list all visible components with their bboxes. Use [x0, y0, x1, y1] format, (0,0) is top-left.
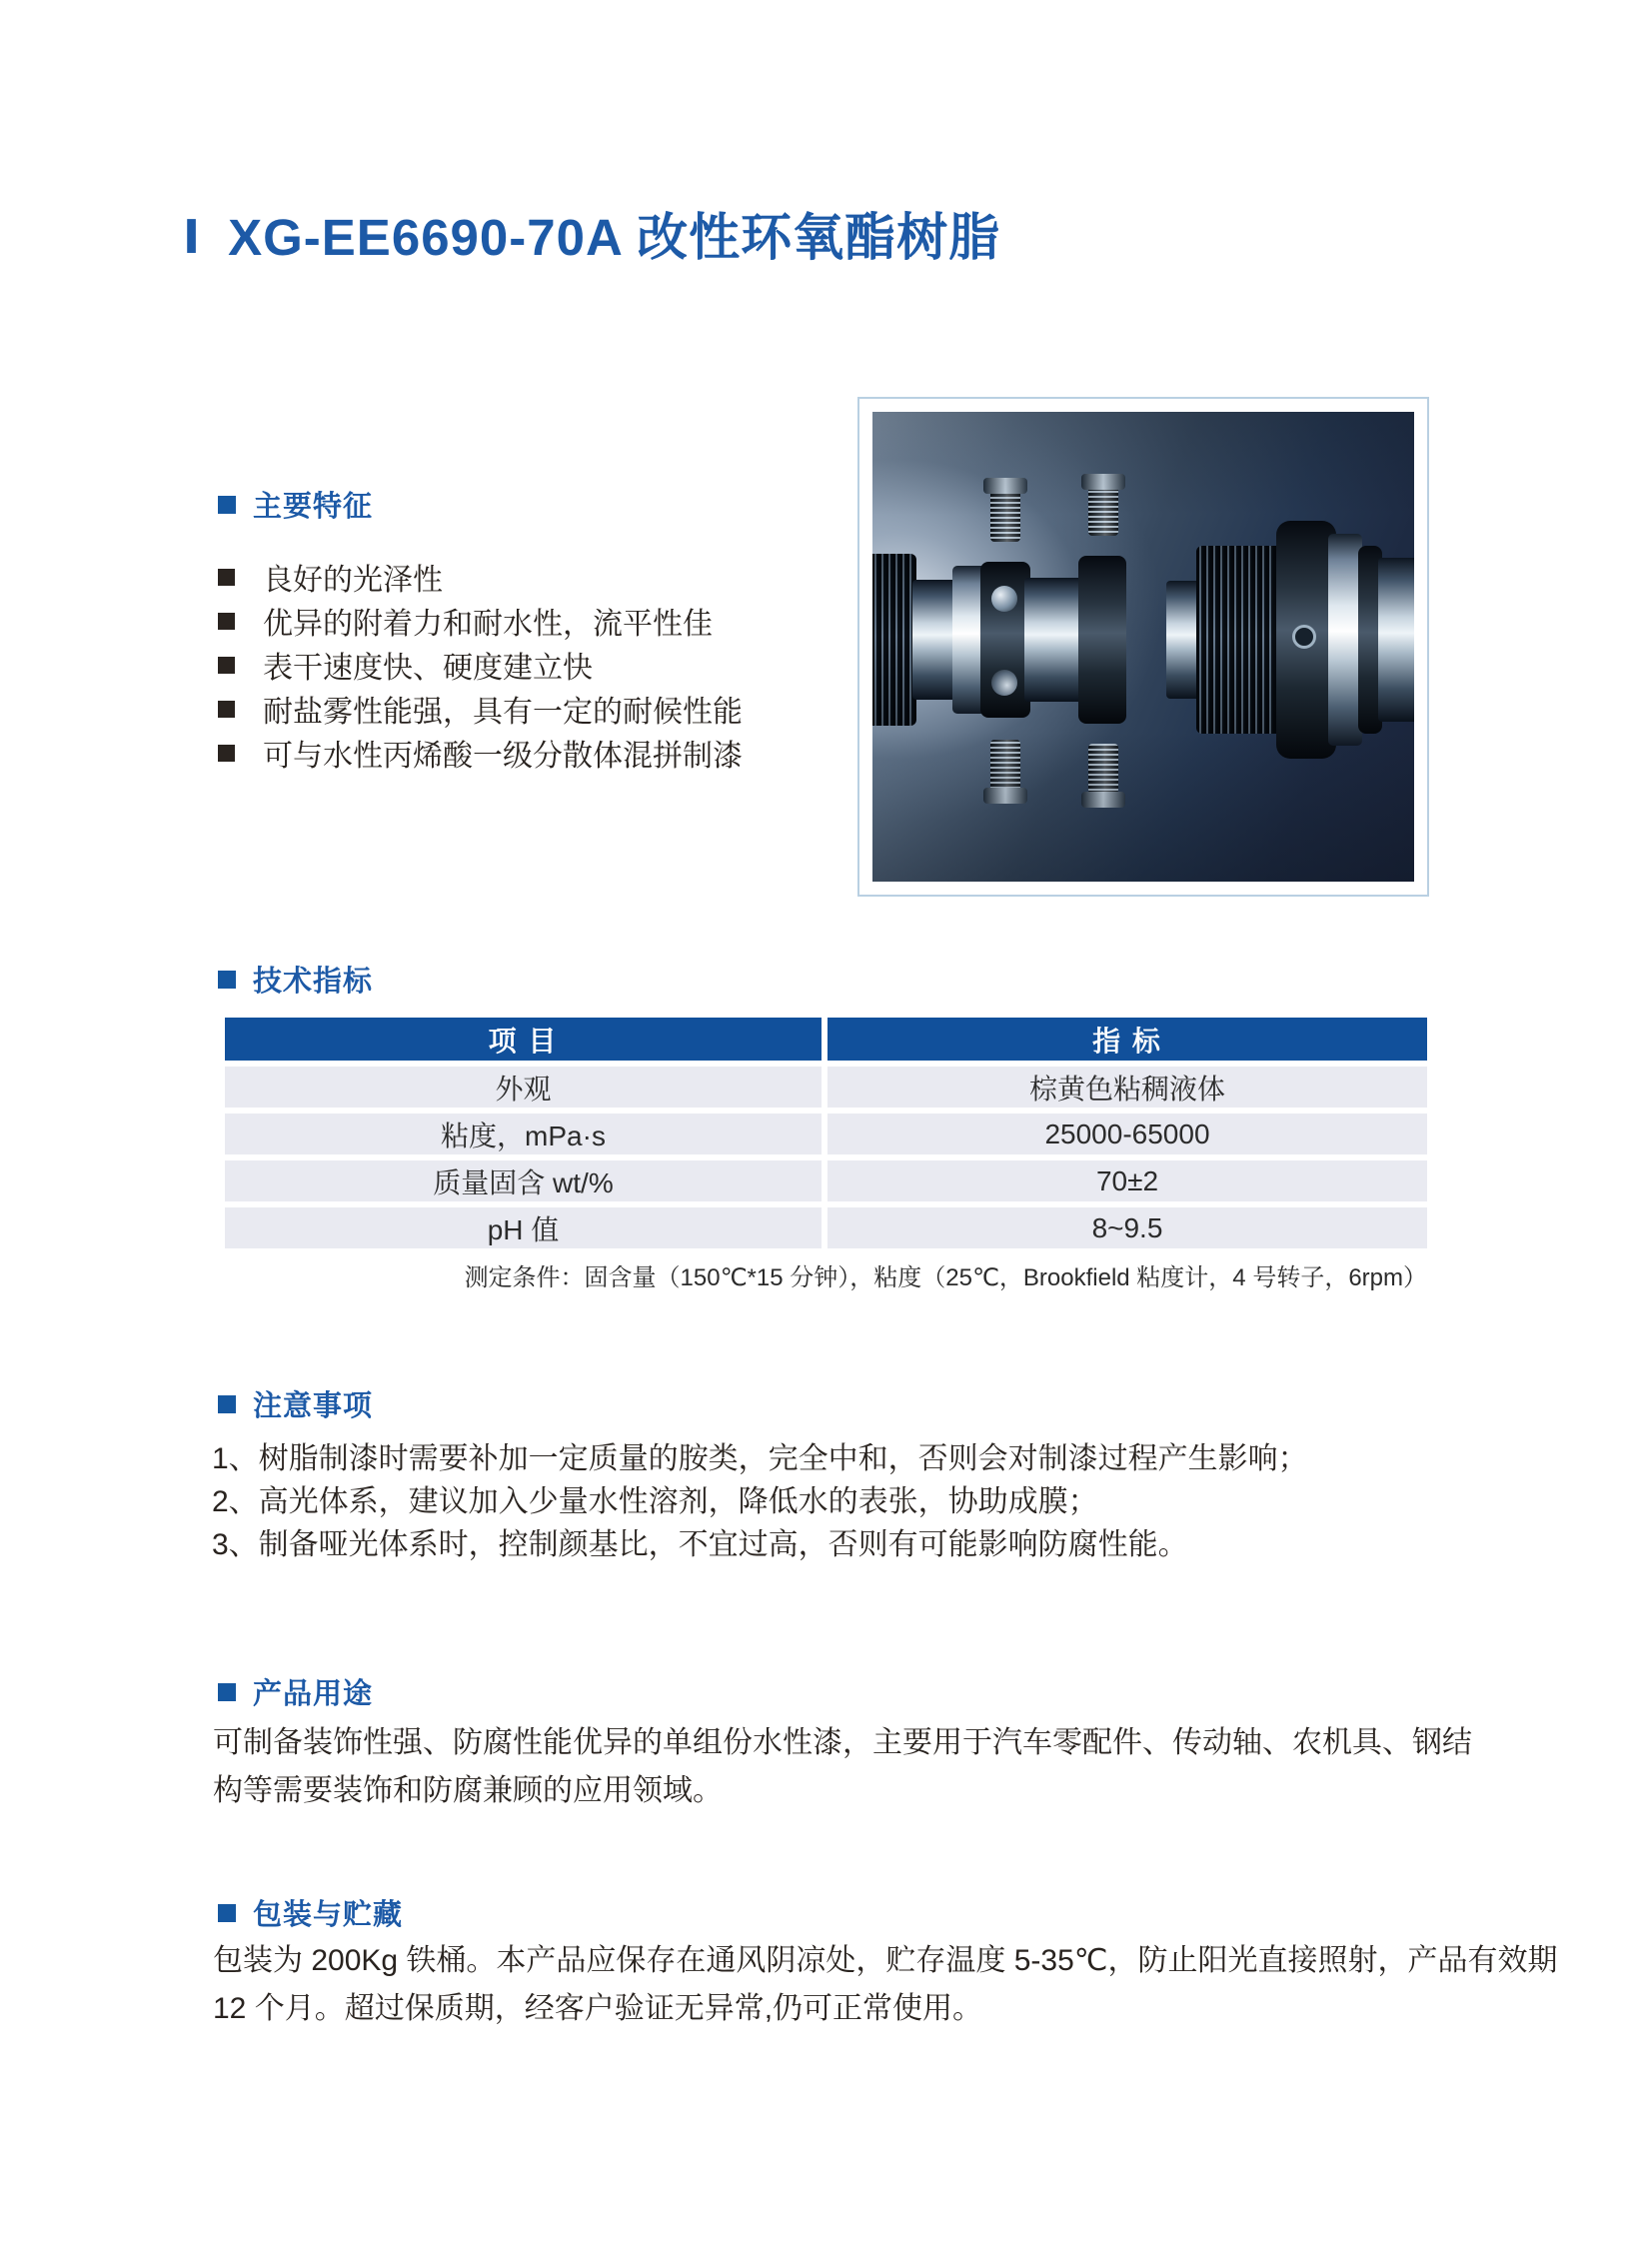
table-cell: 25000-65000: [827, 1114, 1427, 1154]
precaution-list: [212, 1437, 1308, 1566]
table-header-item: 项 目: [225, 1018, 822, 1061]
list-item: [218, 643, 743, 687]
blue-square-icon: [218, 1395, 236, 1413]
section-heading-label: 技术指标: [253, 966, 374, 998]
list-item: 3、制备哑光体系时，控制颜基比，不宜过高，否则有可能影响防腐性能。: [212, 1528, 1188, 1561]
packaging-paragraph: 包装为 200Kg 铁桶。本产品应保存在通风阴凉处，贮存温度 5-35℃，防止阳光直接照射，产品有效期 12 个月。超过保质期，经客户验证无异常,仍可正常使用。: [213, 1944, 1558, 2025]
section-heading-precautions: [218, 1383, 373, 1424]
section-heading-packaging: [218, 1892, 403, 1933]
bullet-square-icon: [218, 613, 235, 630]
blue-square-icon: [218, 1683, 236, 1701]
table-cell: 70±2: [827, 1160, 1427, 1201]
list-item: [218, 731, 743, 775]
list-item: 1、树脂制漆时需要补加一定质量的胺类，完全中和，否则会对制漆过程产生影响；: [212, 1442, 1308, 1475]
feature-text: 可与水性丙烯酸一级分散体混拼制漆: [263, 740, 743, 773]
list-item: [218, 687, 743, 731]
table-cell: 8~9.5: [827, 1207, 1427, 1248]
product-photo-frame: [857, 397, 1429, 897]
spec-table: [225, 1018, 1427, 1248]
bullet-square-icon: [218, 569, 235, 586]
section-heading-label: 主要特征: [253, 491, 374, 523]
feature-text: 优异的附着力和耐水性，流平性佳: [263, 608, 713, 641]
table-cell: pH 值: [225, 1207, 822, 1248]
feature-list: [218, 555, 743, 775]
photo-vignette: [872, 412, 1414, 882]
measurement-conditions-note: 测定条件：固含量（150℃*15 分钟），粘度（25℃，Brookfield 粘度计，4 号转子，6rpm）: [464, 1264, 1427, 1291]
section-heading-usage: [218, 1671, 373, 1712]
title-text: XG-EE6690-70A 改性环氧酯树脂: [228, 209, 1001, 266]
product-photo: [872, 412, 1414, 882]
bullet-square-icon: [218, 701, 235, 718]
table-cell: 外观: [225, 1067, 822, 1108]
table-cell: 棕黄色粘稠液体: [827, 1067, 1427, 1108]
list-item: 2、高光体系，建议加入少量水性溶剂，降低水的表张，协助成膜；: [212, 1485, 1098, 1518]
feature-text: 表干速度快、硬度建立快: [263, 652, 593, 685]
section-heading-label: 产品用途: [253, 1678, 374, 1710]
feature-text: 耐盐雾性能强，具有一定的耐候性能: [263, 696, 743, 729]
blue-square-icon: [218, 496, 236, 514]
bullet-square-icon: [218, 745, 235, 762]
list-item: [218, 599, 743, 643]
blue-square-icon: [218, 1904, 236, 1922]
bullet-square-icon: [218, 657, 235, 674]
table-cell: 粘度，mPa·s: [225, 1114, 822, 1154]
page-title: [183, 196, 1000, 270]
section-heading-features: [218, 484, 373, 525]
title-section-marker: Ⅰ: [183, 211, 202, 263]
usage-paragraph: 可制备装饰性强、防腐性能优异的单组份水性漆，主要用于汽车零配件、传动轴、农机具、钢结构等需要装饰和防腐兼顾的应用领域。: [213, 1726, 1472, 1807]
section-heading-label: 注意事项: [253, 1390, 374, 1422]
feature-text: 良好的光泽性: [263, 564, 443, 597]
section-heading-tech-specs: [218, 959, 373, 1000]
list-item: [218, 555, 743, 599]
section-heading-label: 包装与贮藏: [253, 1899, 404, 1931]
table-header-value: 指 标: [827, 1018, 1427, 1061]
blue-square-icon: [218, 971, 236, 989]
table-cell: 质量固含 wt/%: [225, 1160, 822, 1201]
